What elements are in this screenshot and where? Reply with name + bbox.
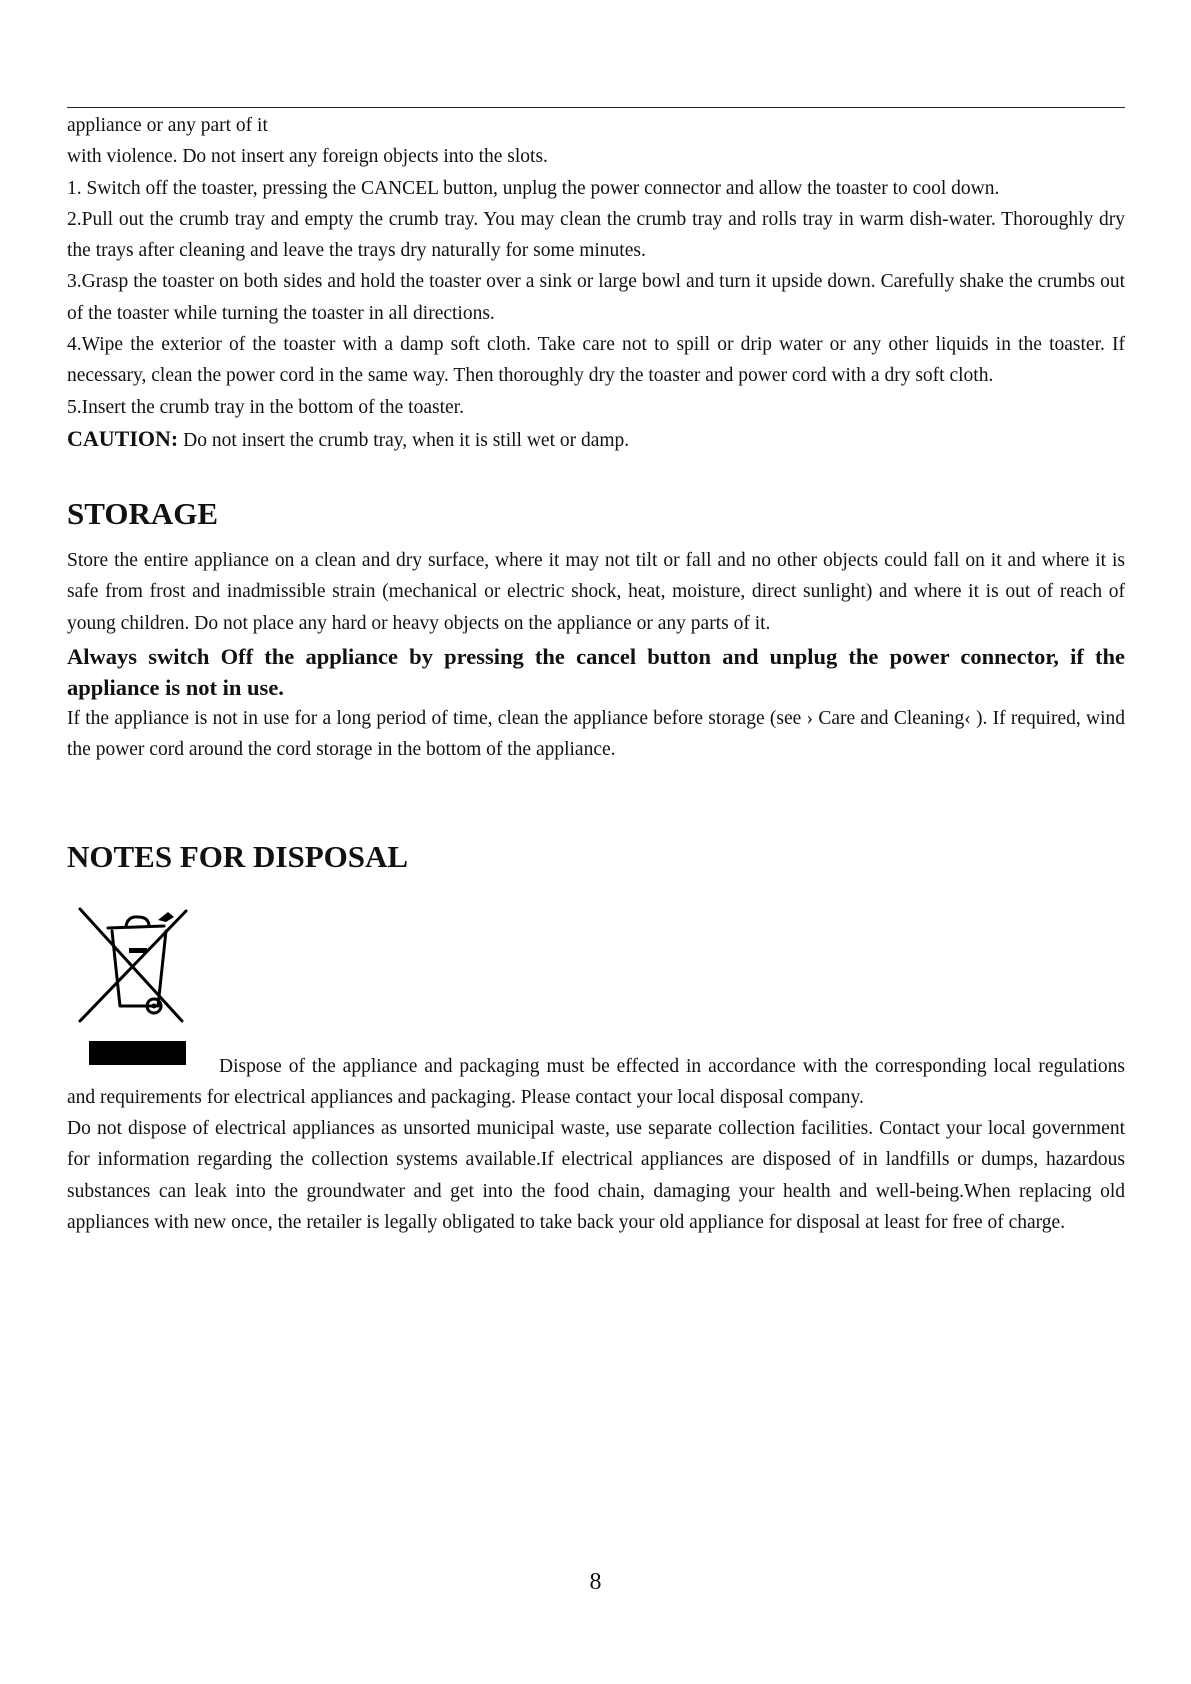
disposal-heading: NOTES FOR DISPOSAL [67, 839, 409, 874]
crossed-out-wheelie-bin-icon [78, 905, 190, 1027]
storage-section [67, 545, 1125, 765]
storage-heading: STORAGE [67, 496, 219, 531]
storage-paragraph-1: Store the entire appliance on a clean and dry surface, where it may not tilt or fall and no other objects could fall on it and where it is safe from frost and inadmissible strain (mechanical or electric shock, heat, moisture, direct sunlight) and where it is out of reach of young children. Do not place any hard or heavy objects on the appliance or any parts of it. [67, 550, 1125, 634]
disposal-paragraph-2: Do not dispose of electrical appliances as unsorted municipal waste, use separate collection facilities. Contact your local government for information regarding the collection systems available.If electrical appliances are disposed of in landfills or dumps, hazardous substances can leak into the groundwater and get into the food chain, damaging your health and well-being.When replacing old appliances with new once, the retailer is legally obligated to take back your old appliance for disposal at least for free of charge. [67, 1118, 1125, 1233]
caution-text: Do not insert the crumb tray, when it is still wet or damp. [178, 429, 630, 451]
cleaning-step-2: 2.Pull out the crumb tray and empty the crumb tray. You may clean the crumb tray and rolls tray in warm dish-water. Thoroughly dry the trays after cleaning and leave the trays dry naturally for some minutes. [67, 208, 1125, 262]
cleaning-line-1: appliance or any part of it [67, 115, 268, 136]
storage-warning: Always switch Off the appliance by pressing the cancel button and unplug the power connector, if the appliance is not in use. [67, 643, 1125, 700]
header-rule [67, 107, 1125, 108]
page-number: 8 [589, 1569, 602, 1595]
cleaning-section [67, 110, 1125, 456]
cleaning-line-2: with violence. Do not insert any foreign objects into the slots. [67, 146, 548, 168]
cleaning-step-1: 1. Switch off the toaster, pressing the CANCEL button, unplug the power connector and allow the toaster to cool down. [67, 177, 1000, 199]
storage-paragraph-2: If the appliance is not in use for a long period of time, clean the appliance before storage (see › Care and Cleaning‹ ). If required, wind the power cord around the cord storage in the bottom of the appliance. [67, 707, 1125, 761]
caution-note [67, 423, 1125, 456]
cleaning-step-3: 3.Grasp the toaster on both sides and hold the toaster over a sink or large bowl and turn it upside down. Carefully shake the crumbs out of the toaster while turning the toaster in all directions. [67, 271, 1125, 324]
disposal-paragraph-1: Dispose of the appliance and packaging must be effected in accordance with the corresponding local regulations and requirements for electrical appliances and packaging. Please contact your local disposal company. [67, 1056, 1125, 1109]
caution-label: CAUTION: [67, 425, 179, 451]
cleaning-step-5: 5.Insert the crumb tray in the bottom of the toaster. [67, 396, 464, 418]
cleaning-step-4: 4.Wipe the exterior of the toaster with a damp soft cloth. Take care not to spill or drip water or any other liquids in the toaster. If necessary, clean the power cord in the same way. Then thoroughly dry the toaster and power cord with a dry soft cloth. [67, 334, 1125, 387]
